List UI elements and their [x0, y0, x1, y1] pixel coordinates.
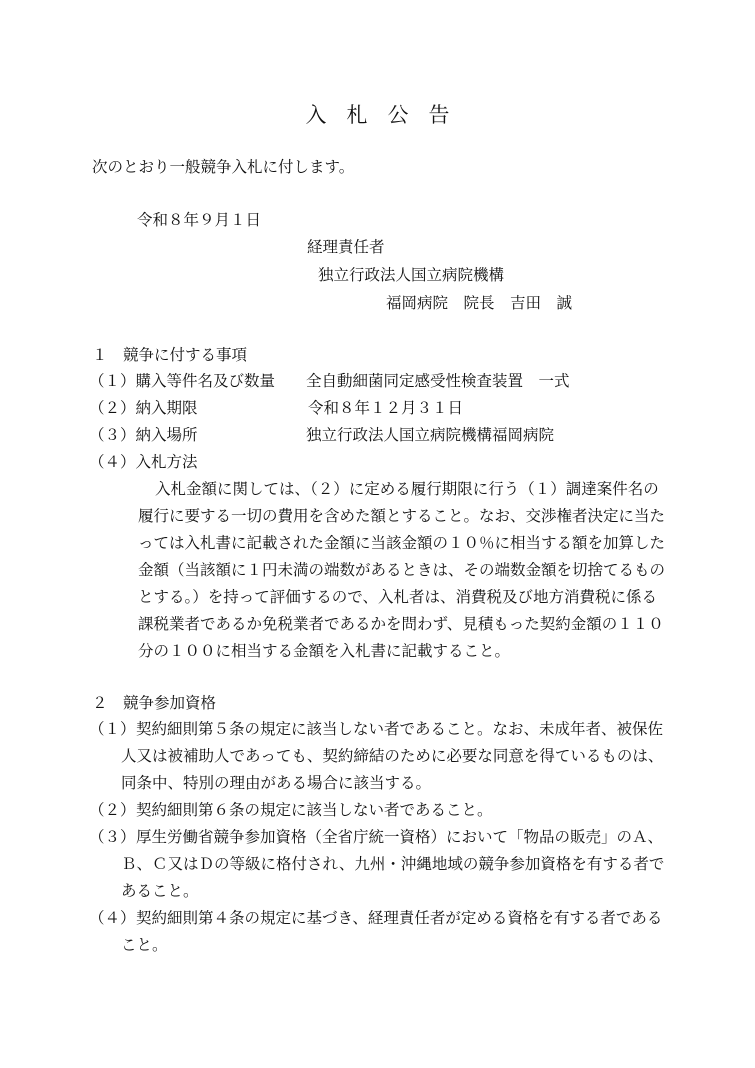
qual1-label: （１）: [89, 720, 136, 738]
issuer-name: 福岡病院 院長 吉田 誠: [386, 294, 573, 312]
qual3-label: （３）: [89, 828, 136, 846]
page-title: 入札公告: [305, 103, 470, 127]
issuer-org: 独立行政法人国立病院機構: [318, 266, 505, 284]
qual3-line: Ｂ、Ｃ又はＤの等級に格付され、九州・沖縄地域の競争参加資格を有する者で: [121, 855, 665, 873]
method-line: 履行に要する一切の費用を含めた額とすること。なお、交渉権者決定に当た: [138, 507, 666, 525]
qual1-line: 人又は被補助人であっても、契約締結のために必要な同意を得ているものは、: [121, 747, 664, 765]
item1-label: （１）購入等件名及び数量: [89, 372, 276, 390]
method-line: 入札金額に関しては、（２）に定める履行期限に行う（１）調達案件名の: [155, 480, 659, 498]
qual1-line: 同条中、特別の理由がある場合に該当する。: [121, 774, 432, 792]
issuer-role: 経理責任者: [307, 238, 385, 256]
qual4-line: こと。: [121, 936, 168, 954]
item1-value: 全自動細菌同定感受性検査装置 一式: [306, 372, 570, 390]
qual2-label: （２）: [89, 801, 136, 819]
method-line: 分の１００に相当する金額を入札書に記載すること。: [138, 642, 511, 660]
qual3-line: あること。: [121, 882, 199, 900]
qual4-label: （４）: [89, 909, 136, 927]
method-line: とする。）を持って評価するので、入札者は、消費税及び地方消費税に係る: [138, 588, 657, 606]
qual4-line: 契約細則第４条の規定に基づき、経理責任者が定める資格を有する者である: [136, 909, 663, 927]
qual3-line: 厚生労働省競争参加資格（全省庁統一資格）において「物品の販売」のＡ、: [136, 828, 664, 846]
item2-label: （２）納入期限: [89, 399, 198, 417]
item4-label: （４）入札方法: [89, 453, 198, 471]
qual1-line: 契約細則第５条の規定に該当しない者であること。なお、未成年者、被保佐: [136, 720, 664, 738]
method-line: 課税業者であるか免税業者であるかを問わず、見積もった契約金額の１１０: [138, 615, 664, 633]
section1-heading: １ 競争に付する事項: [92, 346, 248, 364]
intro-text: 次のとおり一般競争入札に付します。: [92, 158, 355, 176]
item3-label: （３）納入場所: [89, 426, 198, 444]
item3-value: 独立行政法人国立病院機構福岡病院: [306, 426, 555, 444]
section2-heading: ２ 競争参加資格: [92, 694, 217, 712]
qual2-line: 契約細則第６条の規定に該当しない者であること。: [136, 801, 493, 819]
method-line: 金額（当該額に１円未満の端数があるときは、その端数金額を切捨てるもの: [138, 561, 666, 579]
method-line: っては入札書に記載された金額に当該金額の１０％に相当する額を加算した: [138, 534, 666, 552]
item2-value: 令和８年１２月３１日: [308, 399, 464, 417]
issue-date: 令和８年９月１日: [137, 211, 262, 229]
